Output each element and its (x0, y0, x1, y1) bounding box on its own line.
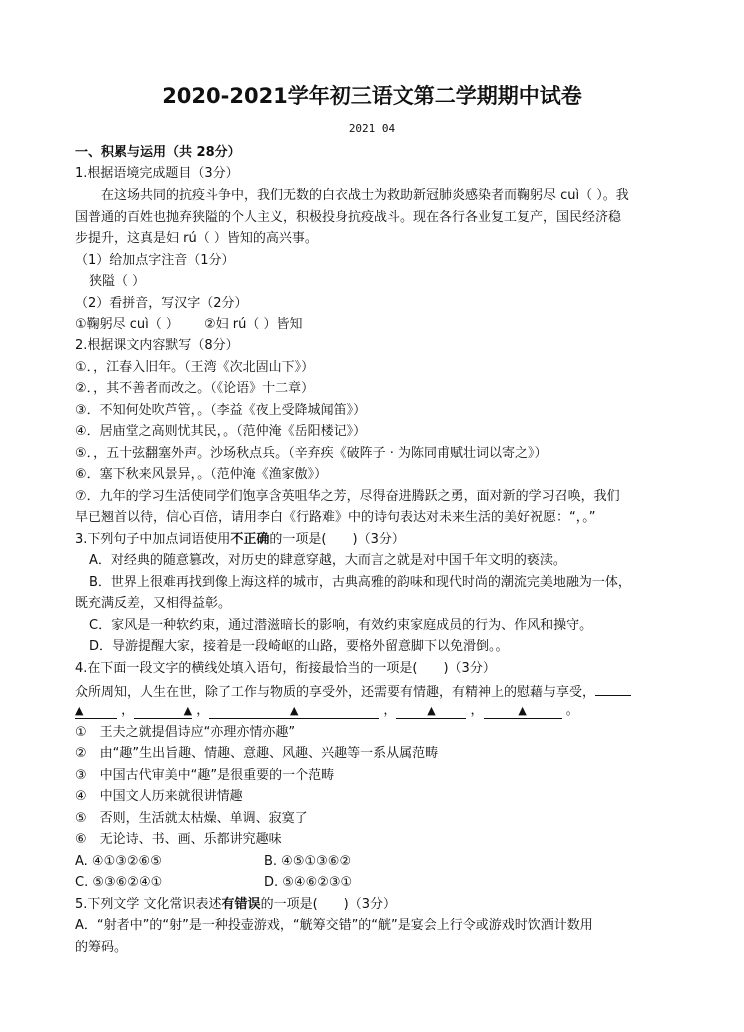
q4-blank-5 (484, 704, 562, 719)
q4-passage (75, 681, 631, 701)
q2-line-2: ②．，其不善者而改之。（《论语》十二章） (75, 381, 315, 396)
q1-sub2: （2）看拼音，写汉字（2分） (75, 296, 248, 311)
q1-sub2-item-a: ①鞠躬尽 cuì（ ） (75, 317, 179, 332)
q4-sentence-2: ② 由“趣”生出旨趣、情趣、意趣、风趣、兴趣等一系从属范畴 (75, 746, 439, 761)
section-heading: 一、积累与运用（共 28分） (75, 145, 241, 160)
q2-heading: 2.根据课文内容默写（8分） (75, 338, 239, 353)
blank-marker-triangle-icon: ▲ (183, 704, 193, 717)
q2-line-7b: 早已翘首以待，信心百倍，请用李白《行路难》中的诗句表达对未来生活的美好祝愿：“，。” (75, 510, 596, 525)
q1-sub1-item: 狭隘（ ） (89, 274, 146, 289)
blank-marker-triangle-icon: ▲ (75, 704, 84, 717)
exam-date: 2021 04 (348, 122, 396, 135)
q4-passage-text: 众所周知，人生在世，除了工作与物质的享受外，还需要有情趣，有精神上的慰藉与享受， (75, 685, 596, 700)
q3-heading-emphasis: 不正确 (230, 532, 270, 547)
q3-option-a: A．对经典的随意篡改，对历史的肆意穿越，大而言之就是对中国千年文明的亵渎。 (89, 553, 566, 568)
q4-blank-4 (396, 704, 466, 719)
q3-heading-post: 的一项是( )（3分） (269, 532, 405, 547)
q5-heading-emphasis: 有错误 (221, 897, 261, 912)
blank-marker-triangle-icon: ▲ (427, 704, 436, 717)
q3-heading (75, 531, 405, 548)
q4-sentence-4: ④ 中国文人历来就很讲情趣 (75, 789, 243, 804)
q2-line-6: ⑥．塞下秋来风景异，。（范仲淹《渔家傲》） (75, 467, 328, 482)
q3-option-d: D．导游提醒大家，接着是一段崎岖的山路，要格外留意脚下以免滑倒。。 (89, 639, 509, 654)
q5-heading-post: 的一项是( )（3分） (260, 897, 396, 912)
q3-heading-pre: 3.下列句子中加点词语使用 (75, 532, 231, 547)
q4-heading: 4.在下面一段文字的横线处填入语句，衔接最恰当的一项是( )（3分） (75, 661, 496, 676)
q2-line-7a: ⑦．九年的学习生活使同学们饱享含英咀华之芳，尽得奋进腾跃之勇，面对新的学习召唤，我们 (75, 489, 620, 504)
q2-line-1: ①．，江春入旧年。（王湾《次北固山下》） (75, 360, 315, 375)
q4-blank-0 (595, 681, 631, 696)
q4-blank-1 (75, 704, 117, 719)
q1-sub1: （1）给加点字注音（1分） (75, 253, 235, 268)
q2-line-5: ⑤．，五十弦翻塞外声。沙场秋点兵。（辛弃疾《破阵子 · 为陈同甫赋壮词以寄之》） (75, 446, 548, 461)
q5-option-a-line-2: 的筹码。 (75, 940, 128, 955)
q1-paragraph-line-1: 在这场共同的抗疫斗争中，我们无数的白衣战士为救助新冠肺炎感染者而鞠躬尽 cuì（ ）。我 (101, 188, 629, 203)
q5-heading-pre: 5.下列文学 文化常识表述 (75, 897, 222, 912)
q5-option-a-line-1: A．“射者中”的“射”是一种投壶游戏，“觥筹交错”的“觥”是宴会上行令或游戏时饮酒计数用 (75, 918, 593, 933)
q1-paragraph-line-2: 国普通的百姓也抛弃狭隘的个人主义，积极投身抗疫战斗。现在各行各业复工复产，国民经济稳 (75, 210, 622, 225)
q2-line-4: ④．居庙堂之高则忧其民，。（范仲淹《岳阳楼记》） (75, 424, 367, 439)
exam-title: 2020-2021学年初三语文第二学期期中试卷 (162, 84, 582, 108)
q4-blank-3 (209, 704, 379, 719)
q4-sentence-1: ① 王夫之就提倡诗应“亦理亦情亦趣” (75, 725, 296, 740)
q4-choice-c: C. ⑤③⑥②④① (75, 875, 163, 890)
q5-heading (75, 896, 396, 913)
blank-marker-triangle-icon: ▲ (290, 704, 299, 717)
q1-heading: 1.根据语境完成题目（3分） (75, 166, 239, 181)
q3-option-b-line-2: 既充满反差，又相得益彰。 (75, 596, 232, 611)
q1-paragraph-line-3: 步提升，这真是妇 rú（ ）皆知的高兴事。 (75, 231, 318, 246)
q4-choice-d: D. ⑤④⑥②③① (264, 875, 353, 890)
q4-sentence-3: ③ 中国古代审美中“趣”是很重要的一个范畴 (75, 768, 335, 783)
q4-blank-2 (134, 704, 192, 719)
q1-sub2-item-b: ②妇 rú（ ）皆知 (204, 317, 303, 332)
blank-marker-triangle-icon: ▲ (518, 704, 527, 717)
q4-sentence-6: ⑥ 无论诗、书、画、乐都讲究趣味 (75, 832, 282, 847)
q4-choice-a: A. ④①③②⑥⑤ (75, 854, 162, 869)
q4-blanks-row: ▲ ， ▲ ， ▲ ， ▲ ， ▲ 。 (75, 703, 579, 718)
q3-option-b-line-1: B．世界上很难再找到像上海这样的城市，古典高雅的韵味和现代时尚的潮流完美地融为一体， (89, 575, 631, 590)
q4-choice-b: B. ④⑤①③⑥② (264, 854, 352, 869)
q2-line-3: ③．不知何处吹芦管，。（李益《夜上受降城闻笛》） (75, 403, 367, 418)
q4-sentence-5: ⑤ 否则，生活就太枯燥、单调、寂寞了 (75, 811, 308, 826)
q3-option-c: C．家风是一种软约束，通过潜滋暗长的影响，有效约束家庭成员的行为、作风和操守。 (89, 618, 593, 633)
